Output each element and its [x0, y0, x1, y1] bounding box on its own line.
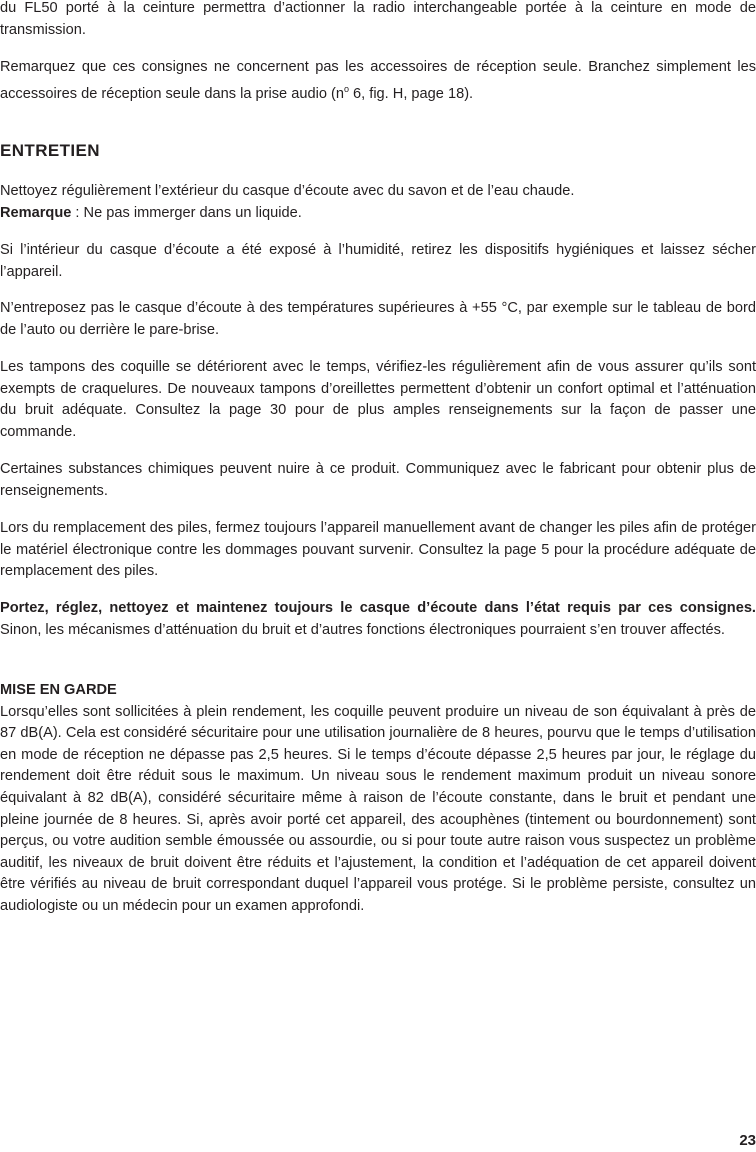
clean-paragraph-block [0, 181, 756, 224]
maintain-bold-text: Portez, réglez, nettoyez et maintenez toujours le casque d’écoute dans l’état requis par ces consignes. [0, 600, 756, 616]
maintain-paragraph-block [0, 598, 756, 641]
top-paragraph-block [0, 0, 756, 41]
reception-note-text-before: Remarquez que ces consignes ne concernent pas les accessoires de réception seule. Branchez simplement les accessoires de réception seule dans la prise audio (n [0, 59, 756, 102]
warning-block [0, 680, 756, 918]
remark-line [0, 203, 756, 225]
maintain-normal-text: Sinon, les mécanismes d’atténuation du bruit et d’autres fonctions électroniques pourraient s’en trouver affectés. [0, 621, 725, 638]
maintain-paragraph [0, 598, 756, 641]
top-paragraph: du FL50 porté à la ceinture permettra d’actionner la radio interchangeable portée à la ceinture en mode de transmission. [0, 0, 756, 38]
batteries-paragraph-block [0, 518, 756, 583]
humidity-paragraph-block [0, 240, 756, 283]
section-heading: ENTRETIEN [0, 141, 100, 160]
reception-note-paragraph [0, 57, 756, 105]
chemicals-paragraph: Certaines substances chimiques peuvent nuire à ce produit. Communiquez avec le fabricant pour obtenir plus de renseignements. [0, 461, 756, 499]
page-number: 23 [739, 1132, 756, 1149]
cushions-paragraph-block [0, 357, 756, 443]
warning-heading: MISE EN GARDE [0, 682, 117, 698]
batteries-paragraph: Lors du remplacement des piles, fermez toujours l’appareil manuellement avant de changer les piles afin de protéger le matériel électronique contre les dommages pouvant survenir. Consultez la page 5 pour la procédure adéquate de remplacement des piles. [0, 520, 756, 580]
temperature-paragraph-block [0, 298, 756, 341]
chemicals-paragraph-block [0, 459, 756, 502]
reception-note-text-after: 6, fig. H, page 18). [348, 85, 474, 102]
clean-paragraph-line1: Nettoyez régulièrement l’extérieur du casque d’écoute avec du savon et de l’eau chaude. [0, 183, 575, 199]
remark-label: Remarque [0, 204, 72, 221]
humidity-paragraph: Si l’intérieur du casque d’écoute a été exposé à l’humidité, retirez les dispositifs hygiéniques et laissez sécher l’appareil. [0, 242, 756, 280]
warning-paragraph: Lorsqu’elles sont sollicitées à plein rendement, les coquille peuvent produire un niveau de son équivalant à près de 87 dB(A). Cela est considéré sécuritaire pour une utilisation journalière de 8 heures, pourvu que le temps d’utilisation en mode de réception ne dépasse pas 2,5 heures. Si le temps d’écoute dépasse 2,5 heures par jour, le réglage du rendement doit être réduit sous le maximum. Un niveau sous le rendement maximum produit un niveau sonore équivalant à 82 dB(A), considéré sécuritaire même à raison de l’écoute constante, dans le bruit et pendant une pleine journée de 8 heures. Si, après avoir porté cet appareil, des acouphènes (tintement ou bourdonnement) sont perçus, ou votre audition semble émoussée ou assourdie, ou si pour toute autre raison vous suspectez un problème auditif, les niveaux de bruit doivent être réduits et l’ajustement, la condition et l’adéquation de cet appareil doivent être vérifiés au niveau de bruit correspondant duquel l’appareil vous protége. Si le problème persiste, consultez un audiologiste ou un médecin pour un examen approfondi. [0, 703, 756, 914]
reception-note-block [0, 57, 756, 105]
temperature-paragraph: N’entreposez pas le casque d’écoute à des températures supérieures à +55 °C, par exemple sur le tableau de bord de l’auto ou derrière le pare-brise. [0, 300, 756, 338]
reception-note-superscript: o [343, 83, 349, 94]
remark-text: : Ne pas immerger dans un liquide. [71, 204, 302, 221]
cushions-paragraph: Les tampons des coquille se détériorent avec le temps, vérifiez-les régulièrement afin de vous assurer qu’ils sont exempts de craquelures. De nouveaux tampons d’oreillettes permettent d’obtenir un confort optimal et l’atténuation du bruit adéquate. Consultez la page 30 pour de plus amples renseignements sur la façon de passer une commande. [0, 359, 756, 440]
